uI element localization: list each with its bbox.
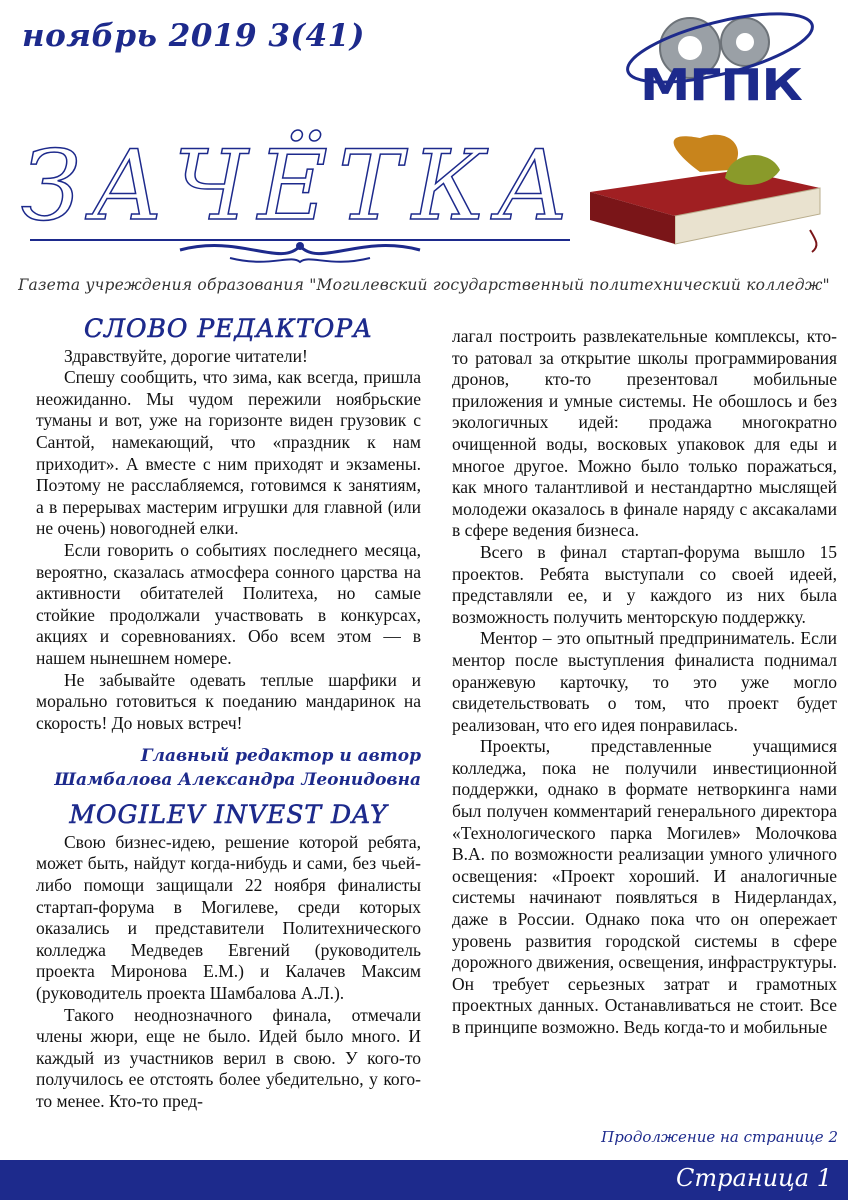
issue-date: ноябрь 2019 3(41): [22, 18, 365, 54]
right-column: [452, 326, 837, 1039]
college-logo-text: МГПК: [640, 60, 802, 111]
editor-paragraph: Если говорить о событиях последнего месяца, вероятно, сказалась атмосфера сонного царства на активности обитателей Политеха, но самые стойкие продолжали участвовать в конкурсах, акциях и соревнованиях. Обо всем этом — в нашем нынешнем номере.: [36, 539, 421, 668]
page-number: Страница 1: [675, 1164, 832, 1192]
article-paragraph: лагал построить развлекательные комплексы, кто-то ратовал за открытие школы программирования дронов, кто-то презентовал мобильные приложения и умные системы. Не обошлось и без экологичных идей: продажа многократно очищенной воды, восковых упаковок для еды и многое другое. Можно было только поражаться, как много талантливой и нестандартно мыслящей молодежи оказалось в финале наряду с аксакалами в сфере ведения бизнеса.: [452, 326, 837, 541]
book-with-leaf-illustration: [580, 130, 830, 260]
page-footer-bar: [0, 1160, 848, 1200]
editor-paragraph: Не забывайте одевать теплые шарфики и морально готовиться к поеданию мандаринок на скорость! До новых встреч!: [36, 669, 421, 733]
editor-section-title: СЛОВО РЕДАКТОРА: [84, 314, 373, 343]
article-paragraph: Проекты, представленные учащимися колледжа, пока не получили инвестиционной поддержки, однако в формате нетворкинга нами был получен комментарий генерального директора «Технологического парка Могилев» Молочкова В.А. по возможности реализации умного уличного освещения: «Проект хороший. И аналогичные системы начинают появляться в Нидерландах, даже в России. Однако пока что он опережает уровень развития городской системы в сфере дорожного движения, освещения, инфраструктуры. Он требует серьезных затрат и грамотных проектных данных. Останавливаться не стоит. Все в принципе возможно. Ведь когда-то и мобильные: [452, 736, 837, 1037]
signature-role: Главный редактор и автор: [140, 746, 421, 767]
newspaper-subtitle: Газета учреждения образования "Могилевский государственный политехнический колледж": [18, 276, 830, 294]
left-column: [36, 314, 421, 1113]
article-paragraph: Всего в финал стартап-форума вышло 15 проектов. Ребята выступали со своей идеей, представляли ее, и у каждого из них была возможность получить менторскую поддержку.: [452, 541, 837, 627]
article-paragraph: Такого неоднозначного финала, отмечали члены жюри, еще не было. Идей было много. И каждый из участников верил в свою. У кого-то получилось ее отстоять более убедительно, у кого-то менее. Кто-то пред-: [36, 1004, 421, 1111]
signature-name: Шамбалова Александра Леонидовна: [54, 770, 421, 791]
editor-paragraph: Здравствуйте, дорогие читатели!: [64, 345, 308, 366]
newspaper-masthead: ЗАЧЁТКА: [21, 130, 579, 242]
ornament-divider: [30, 228, 570, 272]
article-paragraph: Свою бизнес-идею, решение которой ребята, может быть, найдут когда-нибудь и сами, без чьей-либо помощи защищали 22 ноября финалисты стартап-форума в Могилеве, среди которых оказались и представители Политехнического колледжа Медведев Евгений (руководитель проекта Миронова Е.М.) и Калачев Максим (руководитель проекта Шамбалова А.Л.).: [36, 831, 421, 1004]
article-section-title: MOGILEV INVEST DAY: [69, 800, 388, 830]
continued-on-page-link[interactable]: Продолжение на странице 2: [601, 1128, 838, 1146]
editor-signature: [36, 744, 421, 792]
editor-paragraph: Спешу сообщить, что зима, как всегда, пришла неожиданно. Мы чудом пережили ноябрьские туманы и вот, уже на горизонте виден грузовик с Сантой, намекающий, что «праздник к нам приходит». А вместе с ним приходят и экзамены. Поэтому не расслабляемся, готовимся к занятиям, а в перерывах мастерим игрушки для главной (или не очень) новогодней елки.: [36, 367, 421, 539]
article-paragraph: Ментор – это опытный предприниматель. Если ментор после выступления финалиста поднимал оранжевую карточку, то это уже могло свидетельствовать о том, что проект будет реализован, что его идея понравилась.: [452, 628, 837, 735]
